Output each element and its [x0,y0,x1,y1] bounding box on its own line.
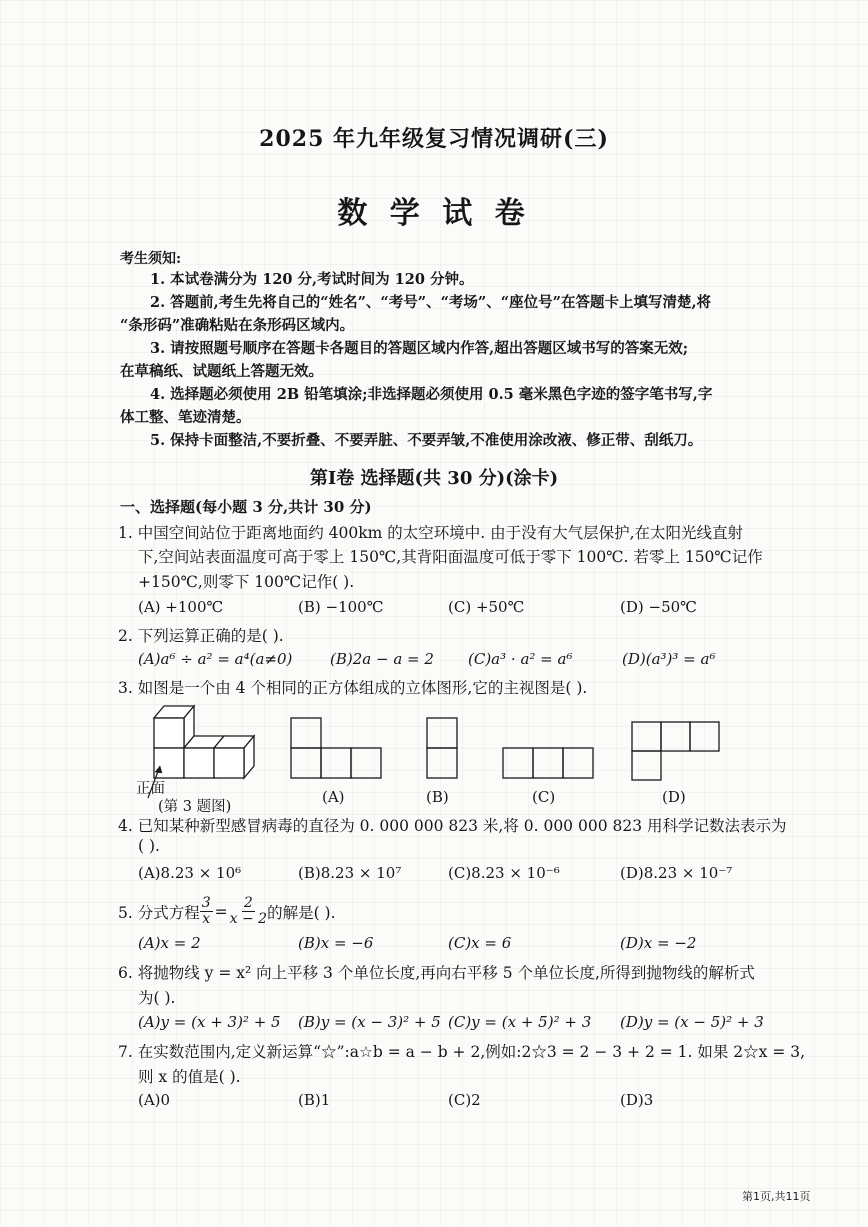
q3-figure-d [631,720,721,782]
notice-item: 在草稿纸、试题纸上答题无效。 [120,363,323,380]
q7-option-d: (D)3 [620,1091,654,1109]
q7-option-c: (C)2 [448,1091,481,1109]
q5-frac2-num: 2 [243,895,253,911]
notice-item: 体工整、笔迹清楚。 [120,409,251,426]
q3-option-d: (D) [662,788,686,806]
q3-figure-a [290,716,382,780]
notice-item: 5. 保持卡面整洁,不要折叠、不要弄脏、不要弄皱,不准使用涂改液、修正带、刮纸刀。 [150,432,703,449]
notice-item: 1. 本试卷满分为 120 分,考试时间为 120 分钟。 [150,271,474,288]
q1-option-b: (B) −100℃ [298,598,384,616]
notice-item: 2. 答题前,考生先将自己的“姓名”、“考号”、“考场”、“座位号”在答题卡上填写清楚,将 [150,294,712,311]
front-view-label: 正面 [136,781,165,797]
figure-caption: (第 3 题图) [158,799,232,815]
q3-option-a: (A) [322,788,345,806]
q5-option-d: (D)x = −2 [620,934,697,952]
notice-heading: 考生须知: [120,251,182,267]
q2-option-d: (D)(a³)³ = a⁶ [622,650,716,668]
q5-prefix: 5. 分式方程 [118,903,200,922]
part-title: 一、选择题(每小题 3 分,共计 30 分) [120,498,372,516]
q5-option-c: (C)x = 6 [448,934,512,952]
notice-item: 3. 请按照题号顺序在答题卡各题目的答题区域内作答,超出答题区域书写的答案无效; [150,340,689,357]
notice-item: “条形码”准确粘贴在条形码区域内。 [120,317,355,334]
q5-option-a: (A)x = 2 [138,934,201,952]
question-2-stem: 2. 下列运算正确的是( ). [118,627,284,645]
q3-option-b: (B) [426,788,449,806]
q5-fraction-right [230,896,267,927]
question-1-line: 下,空间站表面温度可高于零上 150℃,其背阳面温度可低于零下 100℃. 若零上 150℃记作 [138,548,763,566]
q7-option-b: (B)1 [298,1091,331,1109]
question-1-line: 1. 中国空间站位于距离地面约 400km 的太空环境中. 由于没有大气层保护,在太阳光线直射 [118,524,744,542]
question-5-stem [118,896,336,927]
q5-frac1-num: 3 [201,895,211,911]
question-7-line: 7. 在实数范围内,定义新运算“☆”:a☆b = a − b + 2,例如:2☆3 = 2 − 3 + 2 = 1. 如果 2☆x = 3, [118,1043,806,1061]
q4-option-d: (D)8.23 × 10⁻⁷ [620,864,733,882]
q3-option-c: (C) [532,788,556,806]
q1-option-d: (D) −50℃ [620,598,697,616]
q2-option-c: (C)a³ · a² = a⁶ [468,650,573,668]
q3-figure-c [502,746,594,780]
q1-option-a: (A) +100℃ [138,598,224,616]
q3-figure-b [425,716,459,780]
question-6-line: 6. 将抛物线 y = x² 向上平移 3 个单位长度,再向右平移 5 个单位长度,所得到抛物线的解析式 [118,964,755,982]
notice-item: 4. 选择题必须使用 2B 铅笔填涂;非选择题必须使用 0.5 毫米黑色字迹的签字笔书写,字 [150,386,713,403]
q5-option-b: (B)x = −6 [298,934,374,952]
question-6-line: 为( ). [138,989,176,1007]
q2-option-b: (B)2a − a = 2 [330,650,434,668]
q6-option-d: (D)y = (x − 5)² + 3 [620,1013,764,1031]
exam-subtitle: 数 学 试 卷 [337,196,531,231]
q4-option-b: (B)8.23 × 10⁷ [298,864,402,882]
q5-frac1-den: x [202,911,211,927]
page-number: 第1页,共11页 [742,1190,811,1203]
question-4-line: 4. 已知某种新型感冒病毒的直径为 0. 000 000 823 米,将 0. 000 000 823 用科学记数法表示为 [118,817,787,835]
question-7-line: 则 x 的值是( ). [138,1068,241,1086]
section-title: 第Ⅰ卷 选择题(共 30 分)(涂卡) [309,468,559,489]
q6-option-c: (C)y = (x + 5)² + 3 [448,1013,592,1031]
exam-title: 2025 年九年级复习情况调研(三) [259,126,609,152]
question-3-stem: 3. 如图是一个由 4 个相同的正方体组成的立体图形,它的主视图是( ). [118,679,588,697]
q6-option-a: (A)y = (x + 3)² + 5 [138,1013,281,1031]
q5-equals: = [214,902,228,921]
q5-fraction-left [200,896,213,927]
q6-option-b: (B)y = (x − 3)² + 5 [298,1013,441,1031]
q1-option-c: (C) +50℃ [448,598,525,616]
q7-option-a: (A)0 [138,1091,171,1109]
question-1-line: +150℃,则零下 100℃记作( ). [138,573,355,591]
q5-suffix: 的解是( ). [267,903,336,922]
q4-option-c: (C)8.23 × 10⁻⁶ [448,864,560,882]
q4-option-a: (A)8.23 × 10⁶ [138,864,242,882]
q5-frac2-den: x − 2 [229,911,268,927]
question-4-line: ( ). [138,837,160,855]
q2-option-a: (A)a⁶ ÷ a² = a⁴(a≠0) [138,650,293,668]
